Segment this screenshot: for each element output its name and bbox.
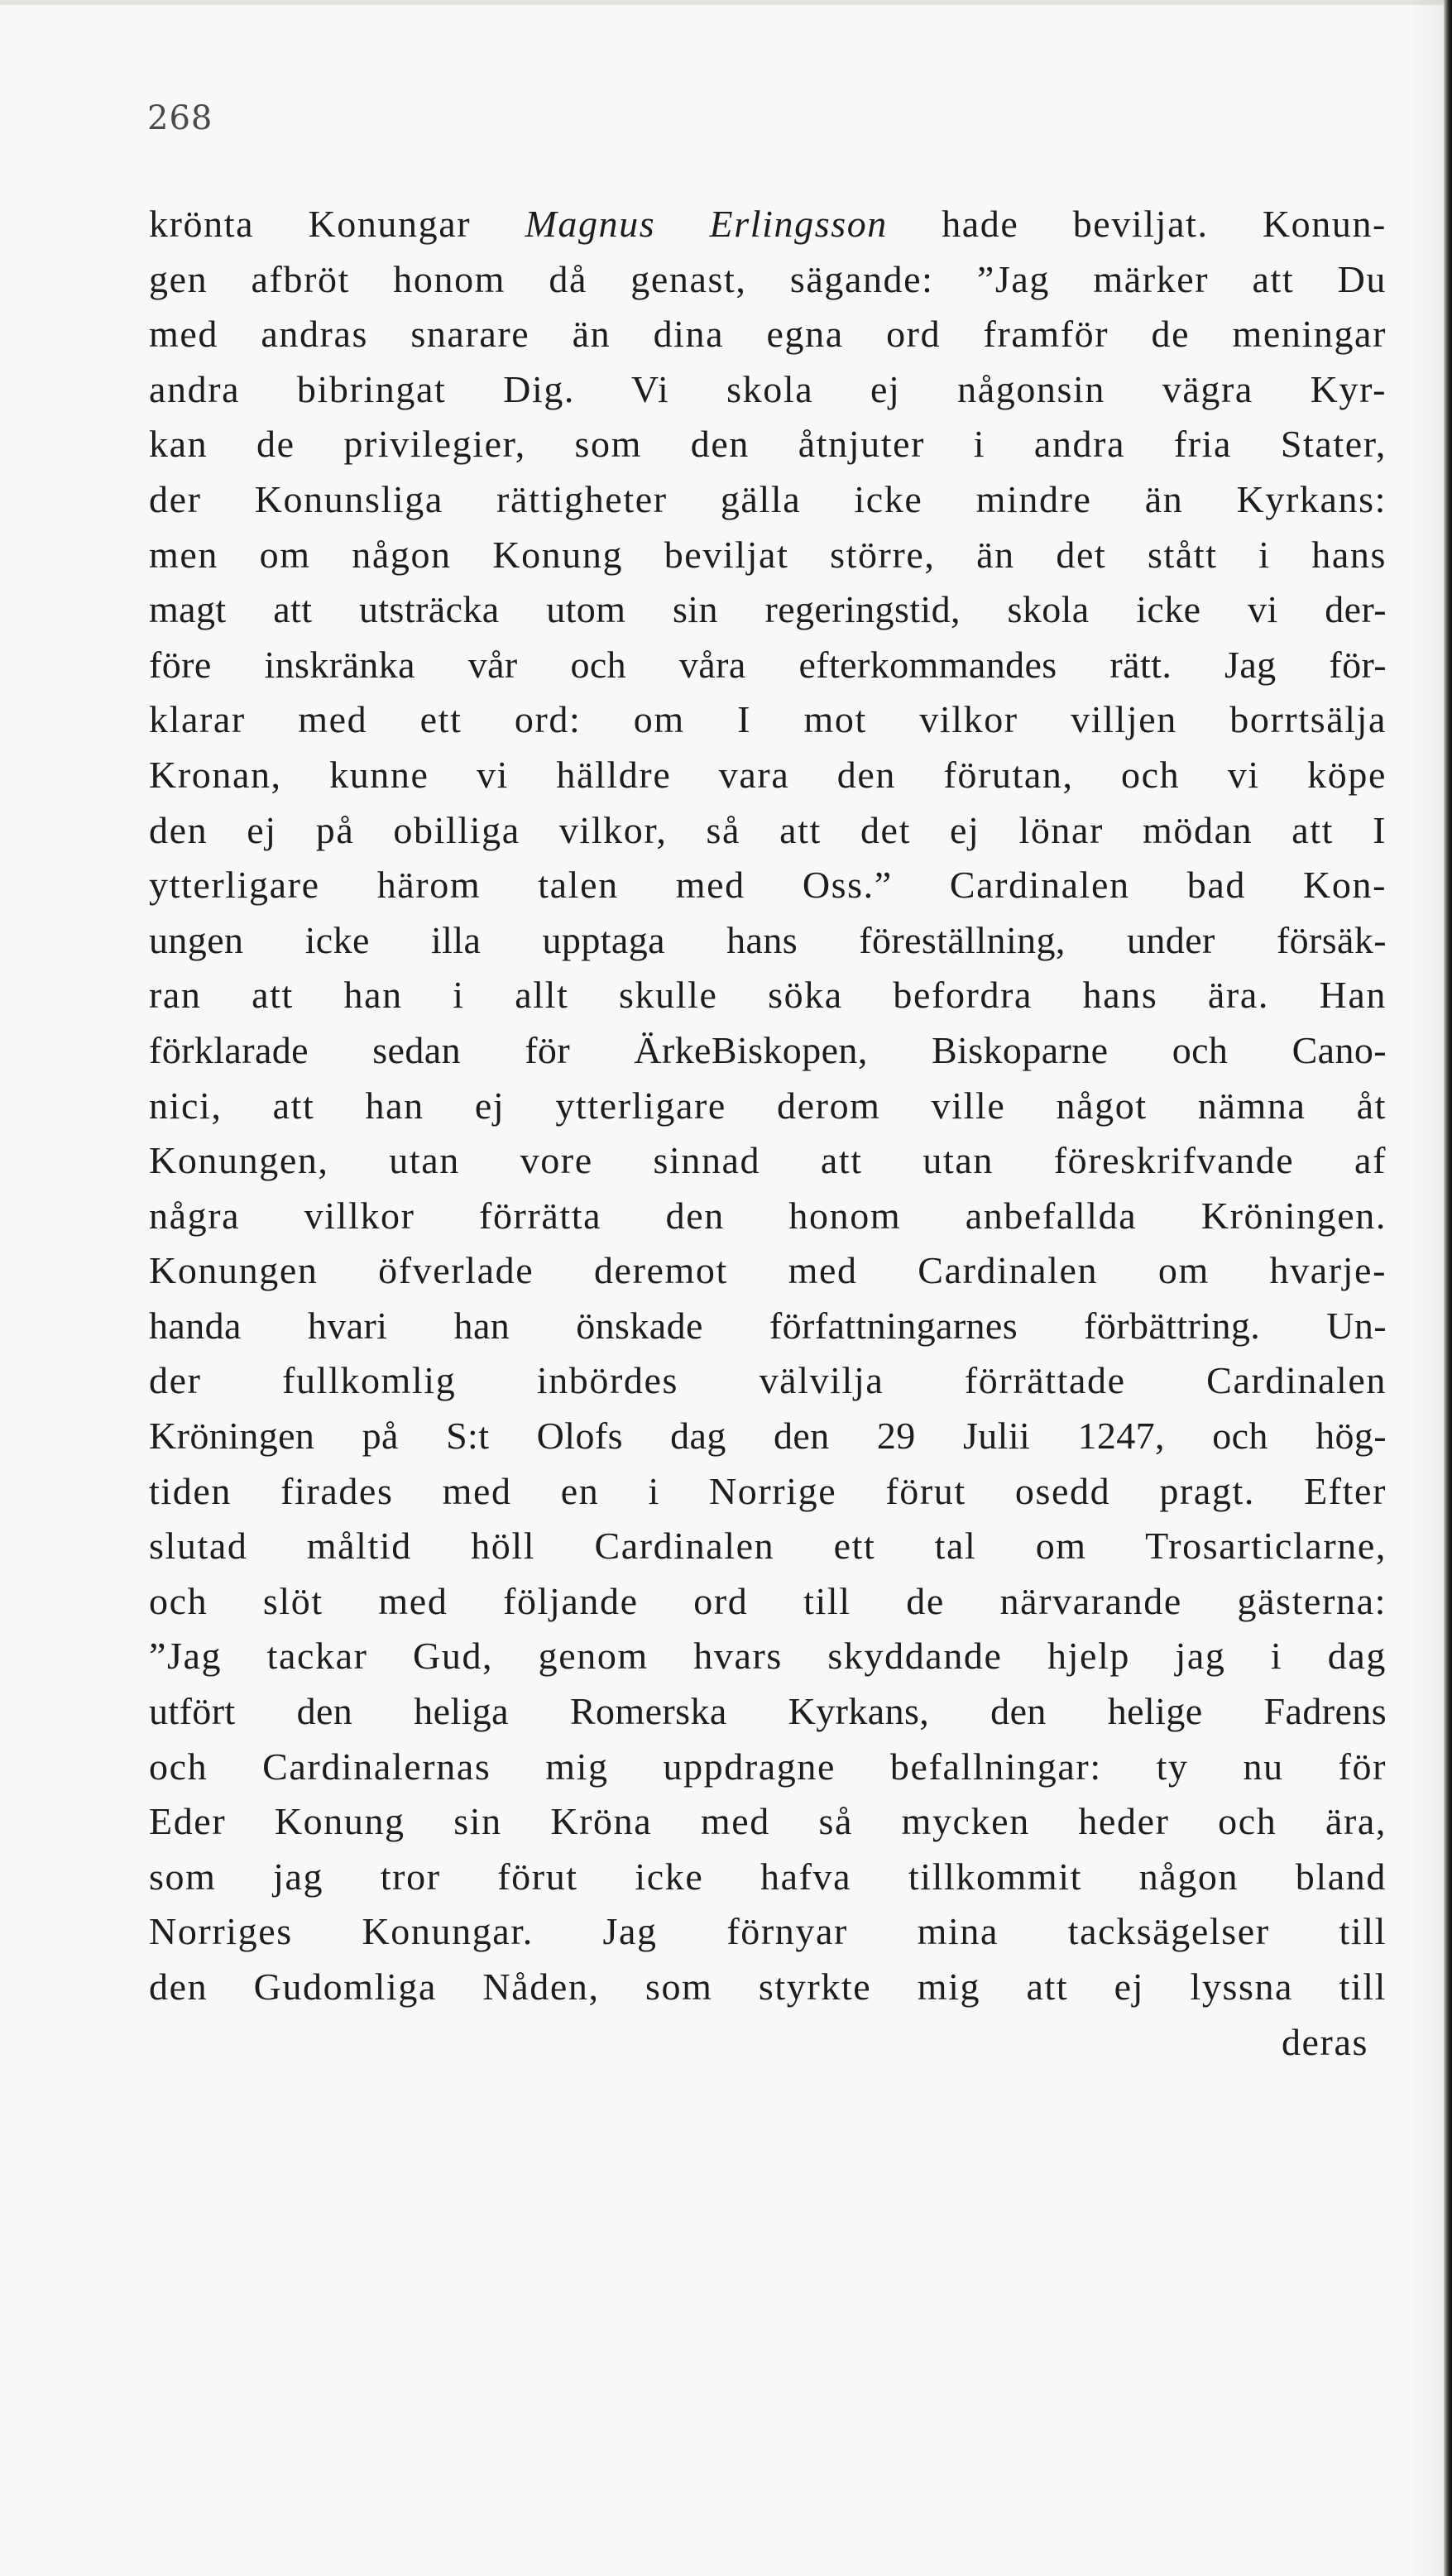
text-line: kan de privilegier, som den åtnjuter i andra fria Stater, xyxy=(149,423,1387,466)
text-line: der Konunsliga rättigheter gälla icke mindre än Kyrkans: xyxy=(149,477,1387,520)
page-number: 268 xyxy=(147,99,213,137)
text-line: ytterligare härom talen med Oss.” Cardinalen bad Kon- xyxy=(149,864,1387,907)
text-line: förklarade sedan för ÄrkeBiskopen, Biskoparne och Cano- xyxy=(149,1028,1387,1071)
text-line: Norriges Konungar. Jag förnyar mina tacksägelser till xyxy=(149,1910,1387,1953)
body-text xyxy=(149,197,1387,2070)
text-line: tiden firades med en i Norrige förut osedd pragt. Efter xyxy=(149,1469,1387,1512)
text-line: några villkor förrätta den honom anbefallda Kröningen. xyxy=(149,1194,1387,1237)
text-line: magt att utsträcka utom sin regeringstid, skola icke vi der- xyxy=(149,588,1387,631)
text-line: ran att han i allt skulle söka befordra hans ära. Han xyxy=(149,974,1387,1017)
text-line: och Cardinalernas mig uppdragne befallningar: ty nu för xyxy=(149,1745,1387,1788)
text-line: den ej på obilliga vilkor, så att det ej lönar mödan att I xyxy=(149,808,1387,851)
text-line: Konungen öfverlade deremot med Cardinalen om hvarje- xyxy=(149,1249,1387,1292)
text-line: men om någon Konung beviljat större, än det stått i hans xyxy=(149,533,1387,576)
text-line: som jag tror förut icke hafva tillkommit någon bland xyxy=(149,1855,1387,1898)
text-line: före inskränka vår och våra efterkommandes rätt. Jag för- xyxy=(149,643,1387,686)
page-top-edge xyxy=(0,0,1452,5)
text-line: handa hvari han önskade författningarnes förbättring. Un- xyxy=(149,1304,1387,1347)
text-line: klarar med ett ord: om I mot vilkor villjen borrtsälja xyxy=(149,698,1387,741)
text-line: nici, att han ej ytterligare derom ville något nämna åt xyxy=(149,1084,1387,1127)
text-line: Konungen, utan vore sinnad att utan föreskrifvande af xyxy=(149,1139,1387,1182)
text-line: slutad måltid höll Cardinalen ett tal om Trosarticlarne, xyxy=(149,1525,1387,1568)
text-line: Kronan, kunne vi hälldre vara den förutan, och vi köpe xyxy=(149,753,1387,796)
italic-name: Magnus Erlingsson xyxy=(525,203,888,245)
book-spine-edge xyxy=(1444,0,1452,2576)
text-line: utfört den heliga Romerska Kyrkans, den helige Fadrens xyxy=(149,1690,1387,1733)
text-line: Kröningen på S:t Olofs dag den 29 Julii 1247, och hög- xyxy=(149,1415,1387,1458)
text-line: deras xyxy=(1281,2020,1368,2063)
text-segment: hade beviljat. Konun- xyxy=(887,203,1387,245)
text-line: andra bibringat Dig. Vi skola ej någonsin vägra Kyr- xyxy=(149,367,1387,410)
text-line: ”Jag tackar Gud, genom hvars skyddande hjelp jag i dag xyxy=(149,1635,1387,1678)
text-line: ungen icke illa upptaga hans föreställning, under försäk- xyxy=(149,918,1387,961)
text-line: den Gudomliga Nåden, som styrkte mig att ej lyssna till xyxy=(149,1966,1387,2008)
text-line: der fullkomlig inbördes välvilja förrättade Cardinalen xyxy=(149,1359,1387,1402)
text-line: gen afbröt honom då genast, sägande: ”Jag märker att Du xyxy=(149,257,1387,300)
text-line: med andras snarare än dina egna ord framför de meningar xyxy=(149,313,1387,356)
text-line: och slöt med följande ord till de närvarande gästerna: xyxy=(149,1579,1387,1622)
text-line xyxy=(149,197,1387,252)
text-segment: krönta Konungar xyxy=(149,203,525,245)
text-line: Eder Konung sin Kröna med så mycken heder och ära, xyxy=(149,1800,1387,1843)
spine-shadow xyxy=(1411,0,1444,2576)
